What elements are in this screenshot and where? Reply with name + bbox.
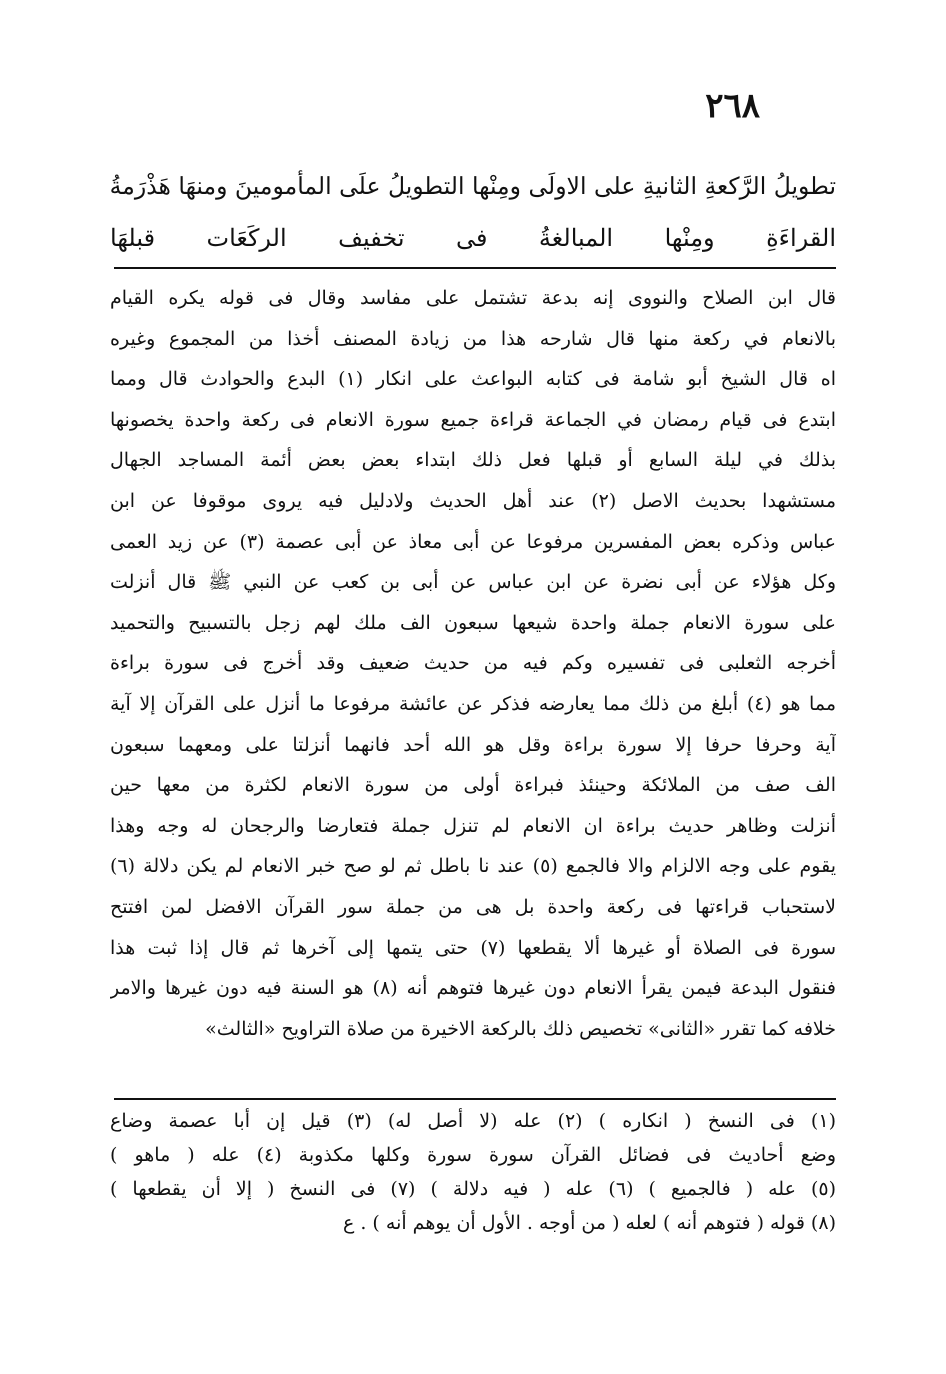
- footnotes-block: [110, 1104, 836, 1240]
- commentary-line: آية وحرفا حرفا إلا سورة براءة وقل هو الله أحد فانهما أنزلتا على ومعهما سبعون: [110, 733, 836, 756]
- main-text-block: [110, 160, 836, 264]
- commentary-line: أنزلت وظاهر حديث براءة ان الانعام لم تنزل جملة فتعارضا والرجحان له وجه وهذا: [110, 814, 836, 837]
- commentary-line: سورة فى الصلاة أو غيرها ألا يقطعها (٧) حتى يتمها إلى آخرها ثم قال إذا ثبت هذا: [110, 936, 836, 959]
- commentary-block: [110, 278, 836, 1049]
- commentary-line: عباس وذكره بعض المفسرين مرفوعا عن أبى معاذ عن أبى عصمة (٣) عن زيد العمى: [110, 530, 836, 553]
- commentary-line: مستشهدا بحديث الاصل (٢) عند أهل الحديث ولادليل فيه يروى موقوفا عن ابن: [110, 489, 836, 512]
- footnote-line: (٥) عله ( فالجميع ) (٦) عله ( فيه دلالة ) (٧) فى النسخ ( إلا أن يقطعها ): [110, 1178, 836, 1200]
- commentary-line: الف صف من الملائكة وحينئذ فبراءة أولى من سورة الانعام لكثرة من معها حين: [110, 774, 836, 797]
- commentary-line: ابتدع فى قيام رمضان في الجماعة قراءة جميع سورة الانعام فى ركعة واحدة يخصونها: [110, 408, 836, 431]
- commentary-line: على سورة الانعام جملة واحدة شيعها سبعون الف ملك لهم زجل بالتسبيح والتحميد: [110, 611, 836, 634]
- footnote-line: (١) فى النسخ ( انكاره ) (٢) عله (لا أصل له) (٣) قيل إن أبا عصمة وضاع: [110, 1110, 836, 1132]
- main-text-line: تطويلُ الرَّكعةِ الثانيةِ على الاولَى ومِنْها التطويلُ علَى المأمومينَ ومنهَا هَذْرَمةُ: [109, 172, 836, 200]
- commentary-line: اه قال الشيخ أبو شامة فى كتابه البواعث على انكار (١) البدع والحوادث قال ومما: [110, 368, 836, 391]
- footnote-line: (٨) قوله ( فتوهم أنه ) لعله ( من أوجه . الأول أن يوهم أنه ) . ع: [342, 1212, 836, 1234]
- commentary-line: أخرجه الثعلبى فى تفسيره وكم فيه من حديث ضعيف وقد أخرج فى سورة براءة: [110, 652, 836, 675]
- commentary-line: بذلك في ليلة السابع أو قبلها فعل ذلك ابتداء بعض بعض أئمة المساجد الجهال: [110, 449, 836, 472]
- footnote-line: وضع أحاديث فى فضائل القرآن سورة سورة وكلها مكذوبة (٤) عله ( ماهو ): [110, 1144, 836, 1166]
- commentary-line: يقوم على وجه الالزام والا فالجمع (٥) عند نا باطل ثم لو صح خبر الانعام لم يكن دلالة (٦): [110, 855, 836, 878]
- top-divider-rule: [114, 267, 836, 269]
- footnote-divider-rule: [114, 1098, 836, 1100]
- page-number: ٢٦٨: [705, 86, 760, 126]
- commentary-line: لاستحباب قراءتها فى ركعة واحدة بل هى من جملة سور القرآن الافضل لمن افتتح: [110, 895, 836, 918]
- commentary-line: وكل هؤلاء عن أبى نضرة عن ابن عباس عن أبى بن كعب عن النبي ﷺ قال أنزلت: [110, 571, 836, 594]
- commentary-line: قال ابن الصلاح والنووى إنه بدعة تشتمل على مفاسد وقال فى قوله يكره القيام: [110, 287, 836, 309]
- commentary-line: خلافه كما تقرر «الثانى» تخصيص ذلك بالركعة الاخيرة من صلاة التراويح «الثالث»: [205, 1017, 836, 1040]
- main-text-line: القراءَةِ ومِنْها المبالغةُ فى تخفيف الركَعَات قبلهَا: [110, 224, 836, 252]
- commentary-line: فنقول البدعة فيمن يقرأ الانعام دون غيرها فتوهم أنه (٨) هو السنة فيه دون غيرها والامر: [110, 977, 836, 1000]
- commentary-line: بالانعام في ركعة منها قال شارحه هذا من زيادة المصنف أخذا من المجموع وغيره: [110, 327, 836, 350]
- commentary-line: مما هو (٤) أبلغ من ذلك مما يعارضه فذكر عن عائشة مرفوعا ما أنزل على القرآن إلا آية: [110, 692, 836, 715]
